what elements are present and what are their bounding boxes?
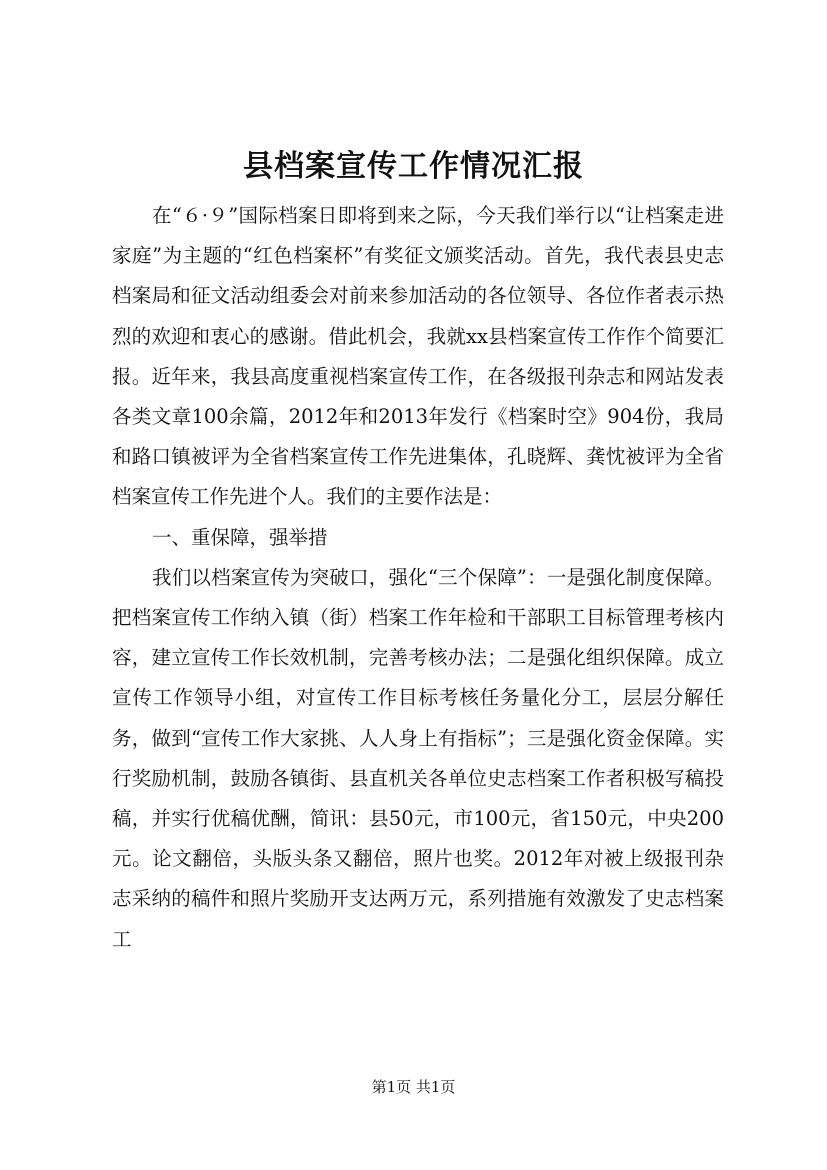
document-body xyxy=(112,196,724,960)
paragraph-intro: 在“６·９”国际档案日即将到来之际，今天我们举行以“让档案走进家庭”为主题的“红色档案杯”有奖征文颁奖活动。首先，我代表县史志档案局和征文活动组委会对前来参加活动的各位领导、各位作者表示热烈的欢迎和衷心的感谢。借此机会，我就xx县档案宣传工作作个简要汇报。近年来，我县高度重视档案宣传工作，在各级报刊杂志和网站发表各类文章100余篇，2012年和2013年发行《档案时空》904份，我局和路口镇被评为全省档案宣传工作先进集体，孔晓辉、龚忱被评为全省档案宣传工作先进个人。我们的主要作法是： xyxy=(112,204,724,509)
document-title: 县档案宣传工作情况汇报 xyxy=(243,149,584,184)
paragraph-measures: 我们以档案宣传为突破口，强化“三个保障”：一是强化制度保障。把档案宣传工作纳入镇（街）档案工作年检和干部职工目标管理考核内容，建立宣传工作长效机制，完善考核办法；二是强化组织保障。成立宣传工作领导小组，对宣传工作目标考核任务量化分工，层层分解任务，做到“宣传工作大家挑、人人身上有指标”；三是强化资金保障。实行奖励机制，鼓励各镇街、县直机关各单位史志档案工作者积极写稿投稿，并实行优稿优酬，简讯：县50元，市100元，省150元，中央200元。论文翻倍，头版头条又翻倍，照片也奖。2012年对被上级报刊杂志采纳的稿件和照片奖励开支达两万元，系列措施有效激发了史志档案工 xyxy=(112,565,724,951)
page-footer: 第1页 共1页 xyxy=(371,1078,456,1096)
section-heading: 一、重保障，强举措 xyxy=(152,525,328,549)
